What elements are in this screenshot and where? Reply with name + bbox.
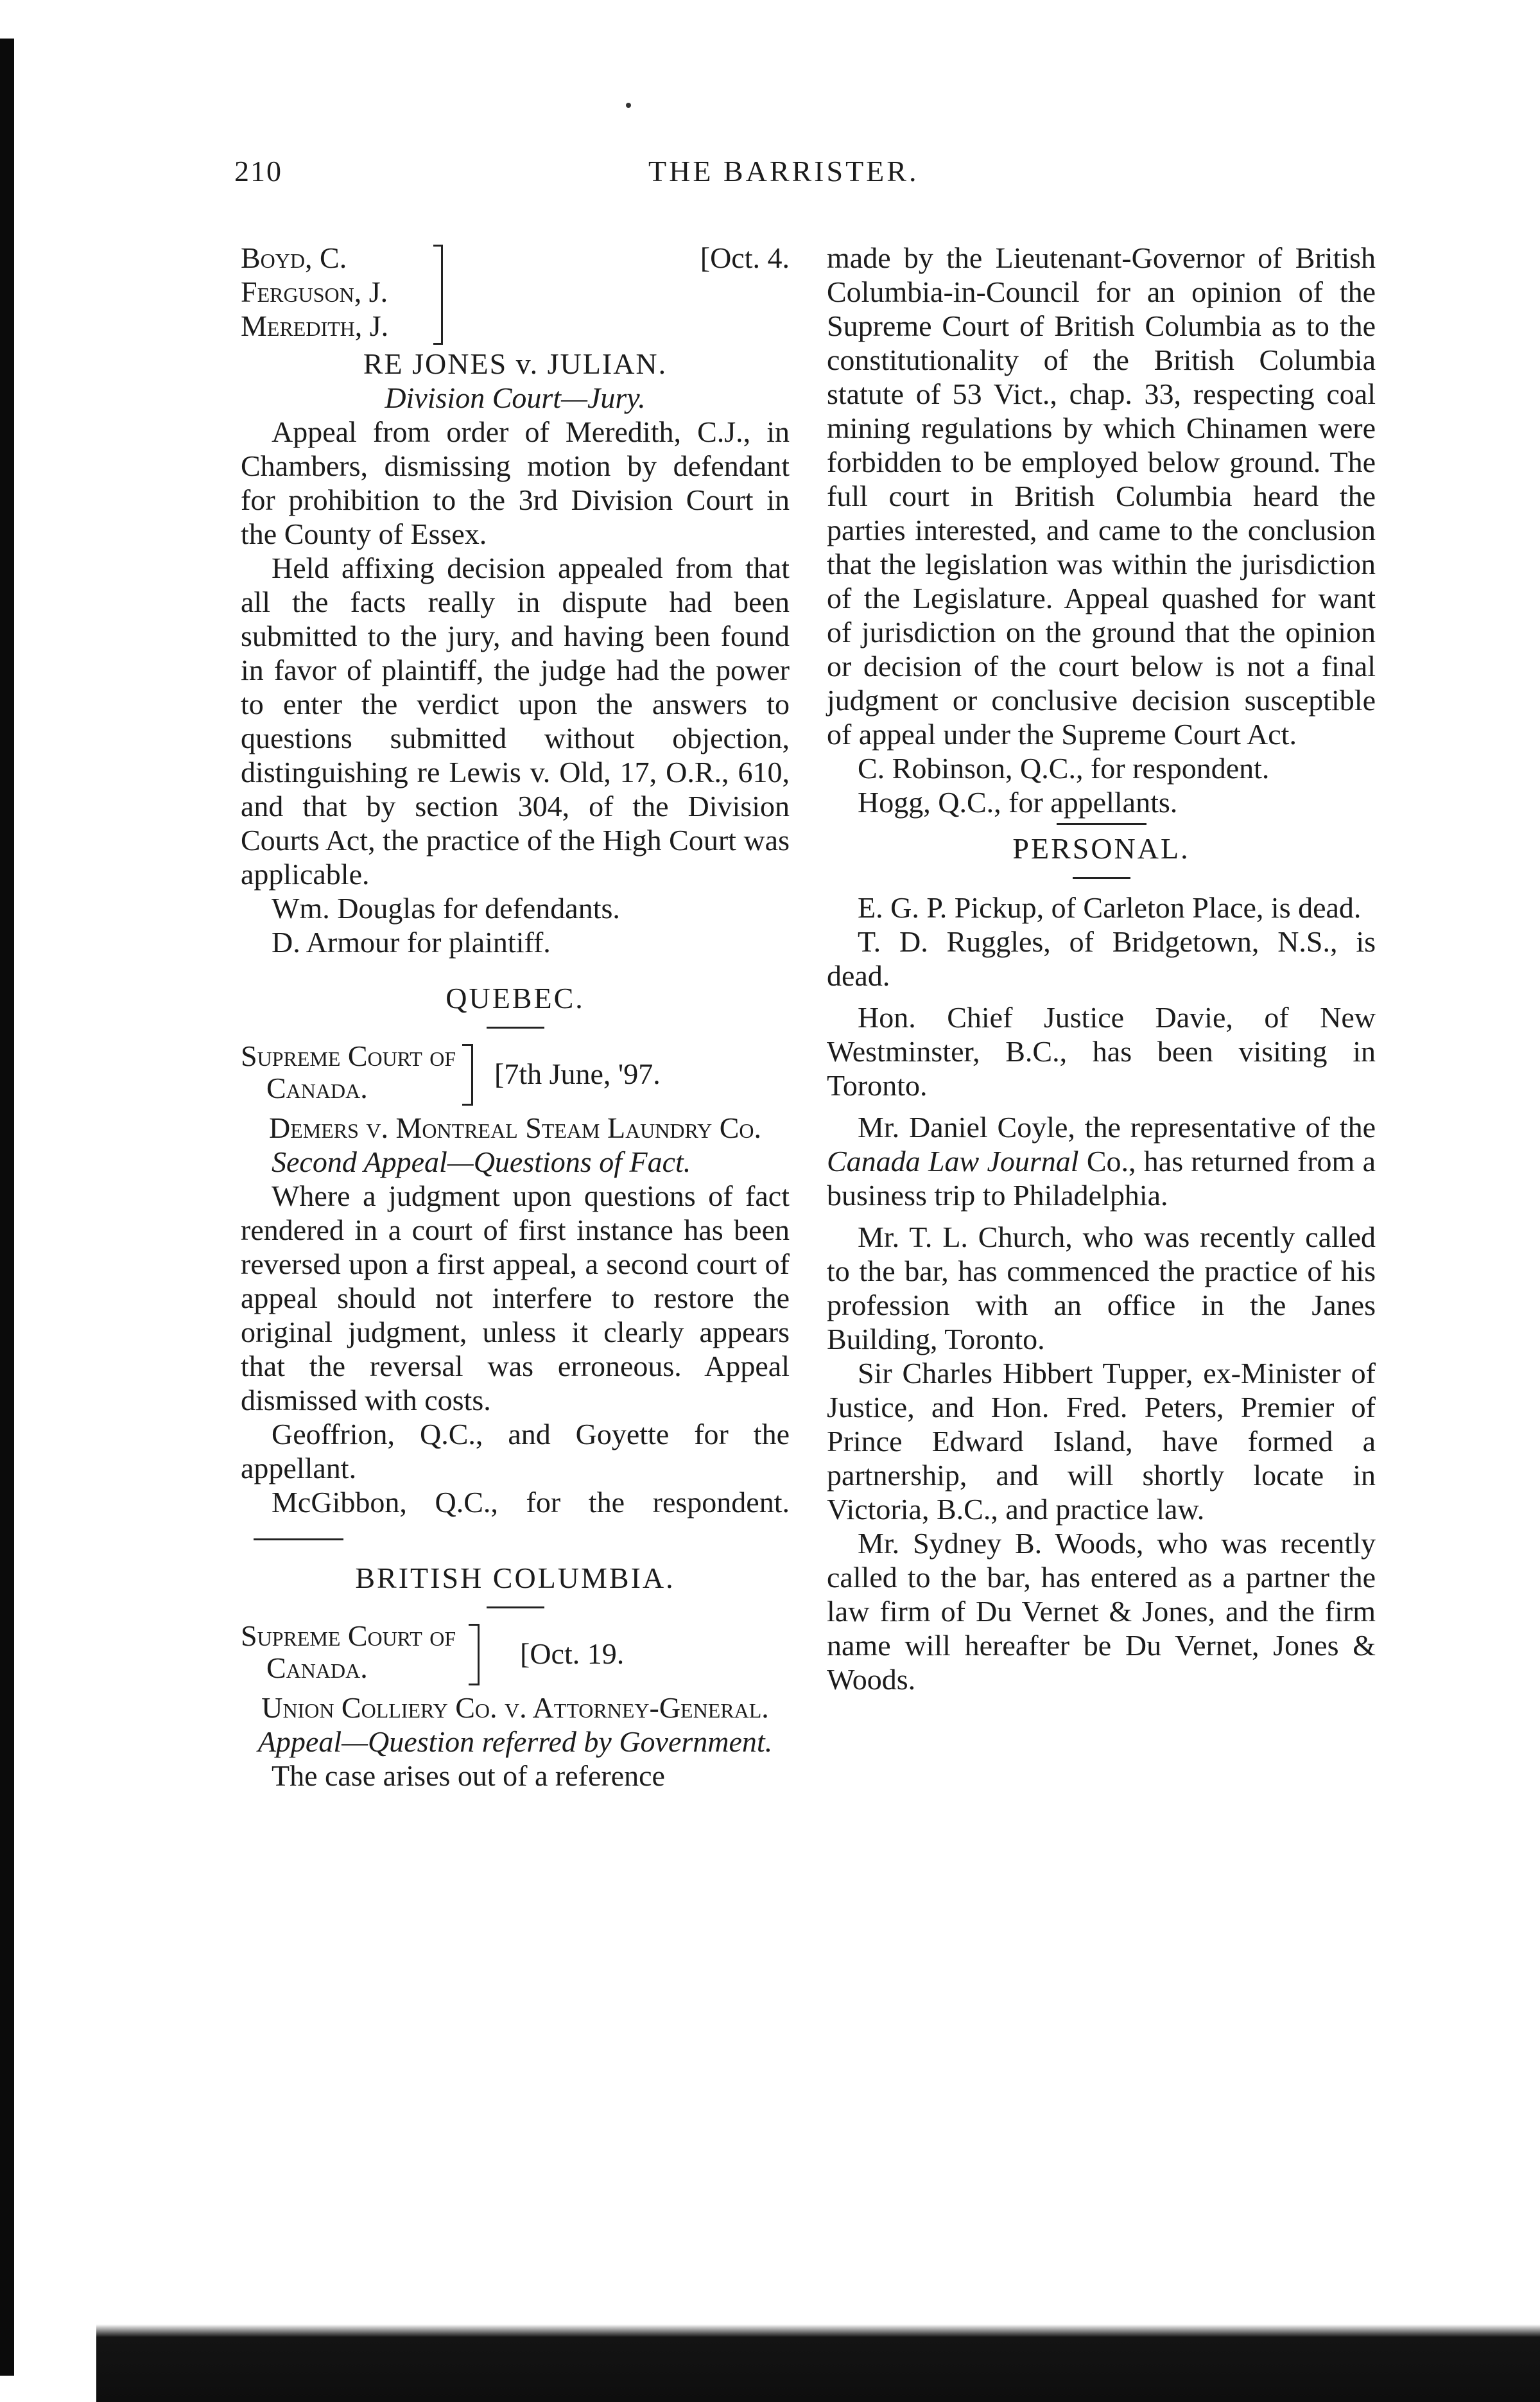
personal-item: Sir Charles Hibbert Tupper, ex-Minister of Justice, and Hon. Fred. Peters, Premier of Prince Edward Island, have formed a partnership, and will shortly locate in Victoria, B.C., and practice law.: [827, 1357, 1376, 1526]
personal-item: E. G. P. Pickup, of Carleton Place, is dead.: [858, 891, 1362, 924]
scan-edge-left: [0, 39, 14, 2376]
counsel-line: [241, 1485, 790, 1553]
case-parties: Union Colliery Co. v. Attorney-General.: [261, 1691, 769, 1724]
scan-edge-bottom: [96, 2286, 1540, 2402]
counsel-line: Hogg, Q.C., for appellants.: [858, 786, 1178, 819]
bracket: [433, 245, 443, 345]
divider: [487, 1027, 544, 1029]
divider: [1057, 823, 1146, 825]
case-subtitle: Appeal—Question referred by Government.: [257, 1725, 773, 1758]
section-heading-quebec: QUEBEC.: [446, 982, 585, 1014]
court-header: [241, 1040, 790, 1111]
case-parties: Demers v. Montreal Steam Laundry Co.: [269, 1111, 761, 1144]
personal-item: Hon. Chief Justice Davie, of New Westminster, B.C., has been visiting in Toronto.: [827, 1001, 1376, 1102]
court-header: [241, 1620, 790, 1691]
counsel-line: D. Armour for plaintiff.: [272, 926, 551, 959]
counsel-line: Wm. Douglas for defendants.: [272, 892, 620, 925]
text-run: Co., has returned from a business trip to Philadelphia.: [827, 1145, 1376, 1212]
court-country: Canada.: [266, 1072, 368, 1104]
judge: Meredith, J.: [241, 309, 389, 342]
case-date: [Oct. 4.: [700, 241, 790, 274]
paragraph: Held affixing decision appealed from that all the facts really in dispute had been submitted to the jury, and having been found in favor of plaintiff, the judge had the power to enter the verdict upon the answers to questions submitted without objection, distinguishing re Lewis v. Old, 17, O.R., 610, and that by section 304, of the Division Courts Act, the practice of the High Court was applicable.: [241, 552, 790, 891]
judge: Boyd, C.: [241, 241, 347, 274]
paragraph: made by the Lieutenant-Governor of British Columbia-in-Council for an opinion of the Supreme Court of British Columbia as to the constitutionality of the British Columbia statute of 53 Vict., chap. 33, respecting coal mining regulations by which Chinamen were forbidden to be employed below ground. The full court in British Columbia heard the parties interested, and came to the conclusion that the legislation was within the jurisdiction of the Legislature. Appeal quashed for want of jurisdiction on the ground that the opinion or decision of the court below is not a final judgment or conclusive decision susceptible of appeal under the Supreme Court Act.: [827, 241, 1376, 751]
section-heading-personal: PERSONAL.: [1012, 832, 1190, 865]
court-name: Supreme Court of: [241, 1619, 456, 1652]
case-header: [241, 241, 790, 347]
court-country: Canada.: [266, 1651, 368, 1684]
paragraph: The case arises out of a reference: [272, 1759, 665, 1792]
judges-list: [241, 241, 388, 343]
page-number: 210: [234, 155, 282, 187]
bracket: [469, 1624, 480, 1685]
paragraph: Appeal from order of Meredith, C.J., in Chambers, dismissing motion by defendant for prohibition to the 3rd Division Court in the County of Essex.: [241, 415, 790, 550]
counsel-line: Geoffrion, Q.C., and Goyette for the appellant.: [241, 1418, 790, 1484]
divider: [254, 1538, 343, 1540]
personal-item: Mr. Sydney B. Woods, who was recently called to the bar, has entered as a partner the law firm of Du Vernet & Jones, and the firm name will hereafter be Du Vernet, Jones & Woods.: [827, 1527, 1376, 1696]
right-column: [827, 241, 1376, 1696]
counsel-text: McGibbon, Q.C., for the respondent.: [272, 1486, 790, 1519]
case-date: [7th June, '97.: [494, 1057, 661, 1090]
scan-speck: [626, 103, 631, 108]
left-column: [241, 241, 790, 1793]
personal-item: Mr. T. L. Church, who was recently called to the bar, has commenced the practice of his profession with an office in the Janes Building, Toronto.: [827, 1221, 1376, 1355]
running-title: THE BARRISTER.: [648, 155, 919, 187]
judge: Ferguson, J.: [241, 275, 388, 308]
divider: [487, 1606, 544, 1608]
case-date: [Oct. 19.: [520, 1637, 625, 1670]
case-subtitle: Second Appeal—Questions of Fact.: [272, 1145, 691, 1178]
counsel-line: C. Robinson, Q.C., for respondent.: [858, 752, 1270, 785]
case-subtitle: Division Court—Jury.: [385, 381, 646, 414]
personal-item: [827, 1110, 1376, 1212]
divider: [1073, 877, 1130, 879]
section-heading-bc: BRITISH COLUMBIA.: [355, 1562, 675, 1594]
case-title: RE JONES v. JULIAN.: [363, 347, 668, 380]
text-run: Mr. Daniel Coyle, the representative of the: [858, 1111, 1376, 1144]
paragraph: Where a judgment upon questions of fact rendered in a court of first instance has been reversed upon a first appeal, a second court of appeal should not interfere to restore the original judgment, unless it clearly appears that the reversal was erroneous. Appeal dismissed with costs.: [241, 1179, 790, 1416]
personal-item: T. D. Ruggles, of Bridgetown, N.S., is dead.: [827, 925, 1376, 992]
bracket: [462, 1044, 473, 1106]
journal-title: Canada Law Journal: [827, 1145, 1079, 1178]
court-name: Supreme Court of: [241, 1040, 456, 1072]
